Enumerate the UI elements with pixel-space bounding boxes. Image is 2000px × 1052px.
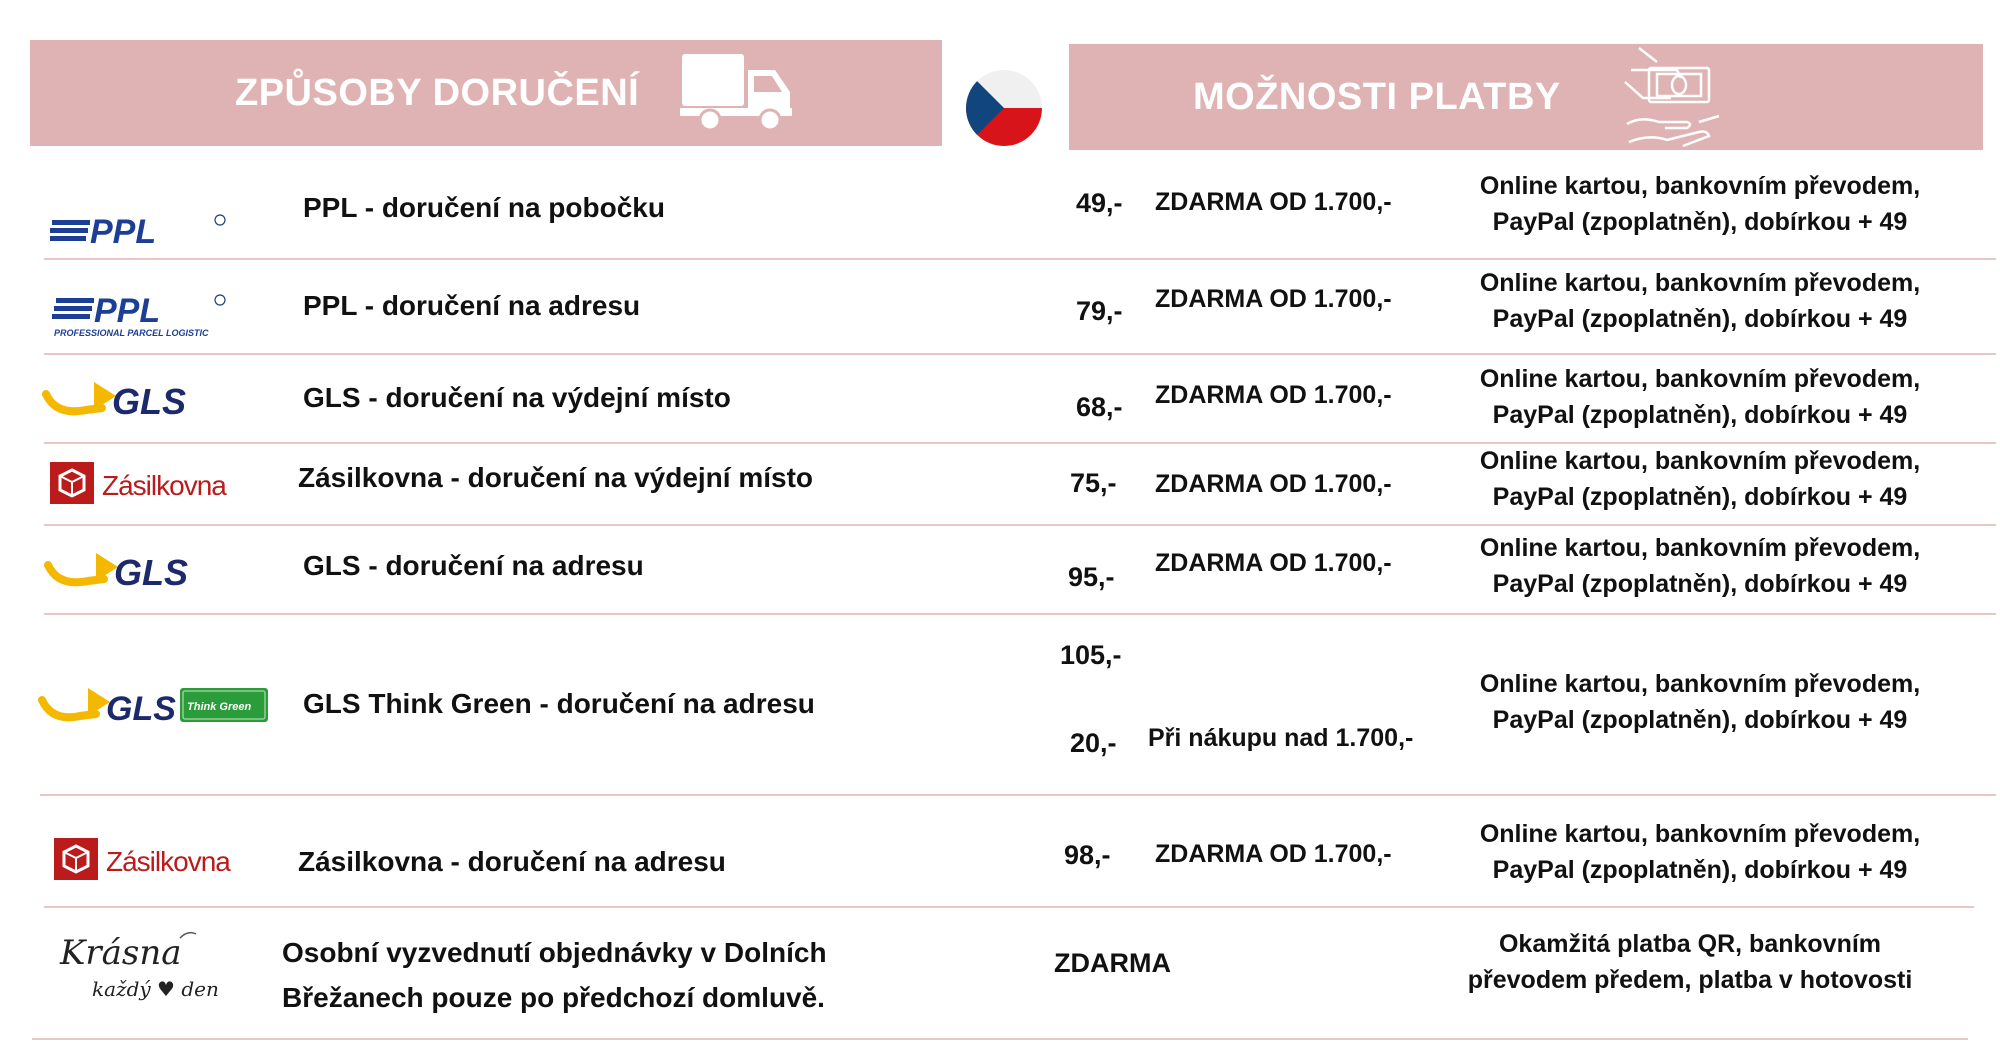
payment-options <box>1440 361 1960 433</box>
payment-options <box>1440 443 1960 515</box>
gls-logo-text: GLS <box>114 552 189 593</box>
zasilkovna-logo <box>54 836 244 887</box>
payment-options <box>1440 168 1960 240</box>
payment-header <box>1069 44 1983 150</box>
shipping-price: 98,- <box>1064 840 1111 870</box>
ppl-logo-subtitle: PROFESSIONAL PARCEL LOGISTIC <box>54 328 209 338</box>
delivery-title: ZPŮSOBY DORUČENÍ <box>235 72 640 114</box>
service-name: PPL - doručení na pobočku <box>303 192 665 223</box>
payment-line: PayPal (zpoplatněn), dobírkou + 49 <box>1492 483 1908 511</box>
zasilkovna-logo-text: Zásilkovna <box>106 846 230 877</box>
row-divider <box>40 794 1996 796</box>
payment-line: PayPal (zpoplatněn), dobírkou + 49 <box>1492 856 1908 884</box>
payment-line: Online kartou, bankovním převodem, <box>1479 365 1921 393</box>
payment-line: PayPal (zpoplatněn), dobírkou + 49 <box>1492 401 1908 429</box>
gls-logo <box>44 543 204 598</box>
gls-think-green-logo <box>38 682 270 733</box>
payment-line: PayPal (zpoplatněn), dobírkou + 49 <box>1492 706 1908 734</box>
payment-title: MOŽNOSTI PLATBY <box>1193 76 1561 118</box>
payment-line: převodem předem, platba v hotovosti <box>1467 966 1913 994</box>
ppl-logo-text: PPL <box>90 213 157 251</box>
ppl-logo <box>50 212 230 257</box>
payment-line: Online kartou, bankovním převodem, <box>1479 269 1921 297</box>
shipping-price: 105,- <box>1060 640 1122 670</box>
pickup-line: Břežanech pouze po předchozí domluvě. <box>282 982 825 1013</box>
pickup-line: Osobní vyzvednutí objednávky v Dolních <box>282 937 827 968</box>
shipping-price: 49,- <box>1076 188 1123 218</box>
hand-payment-icon <box>1619 42 1729 148</box>
payment-options <box>1430 926 1950 998</box>
free-shipping-threshold: ZDARMA OD 1.700,- <box>1155 470 1392 498</box>
service-name: Zásilkovna - doručení na adresu <box>298 846 726 877</box>
shipping-price: 95,- <box>1068 562 1115 592</box>
pickup-description <box>282 930 827 1020</box>
free-shipping-threshold: ZDARMA OD 1.700,- <box>1155 549 1392 577</box>
czech-flag-icon <box>966 70 1042 146</box>
row-divider <box>44 258 1996 260</box>
free-shipping-threshold: ZDARMA OD 1.700,- <box>1155 285 1392 313</box>
delivery-header <box>30 40 942 146</box>
service-name: Zásilkovna - doručení na výdejní místo <box>298 462 814 493</box>
krasna-logo-text: Krásna <box>60 933 182 973</box>
row-divider <box>44 906 1974 908</box>
gls-logo-text: GLS <box>112 381 187 422</box>
krasna-kazdy-den-logo <box>56 928 226 1009</box>
payment-line: Online kartou, bankovním převodem, <box>1479 172 1921 200</box>
payment-line: PayPal (zpoplatněn), dobírkou + 49 <box>1492 570 1908 598</box>
payment-options <box>1440 530 1960 602</box>
payment-options <box>1440 666 1960 738</box>
payment-line: PayPal (zpoplatněn), dobírkou + 49 <box>1492 305 1908 333</box>
zasilkovna-logo-text: Zásilkovna <box>102 470 226 501</box>
payment-line: Okamžitá platba QR, bankovním <box>1498 930 1882 958</box>
payment-line: Online kartou, bankovním převodem, <box>1479 670 1921 698</box>
ppl-logo-text: PPL <box>94 294 161 330</box>
payment-line: Online kartou, bankovním převodem, <box>1479 534 1921 562</box>
shipping-price-discounted: 20,- <box>1070 728 1117 758</box>
ppl-logo <box>52 294 232 345</box>
free-shipping-threshold: Při nákupu nad 1.700,- <box>1148 724 1414 752</box>
shipping-price: ZDARMA <box>1054 948 1171 978</box>
shipping-price: 68,- <box>1076 392 1123 422</box>
row-divider <box>44 613 1996 615</box>
payment-line: Online kartou, bankovním převodem, <box>1479 447 1921 475</box>
row-divider <box>44 524 1996 526</box>
service-name: PPL - doručení na adresu <box>303 290 641 321</box>
row-divider <box>32 1038 1968 1040</box>
row-divider <box>44 353 1996 355</box>
service-name: GLS - doručení na výdejní místo <box>303 382 731 413</box>
zasilkovna-logo <box>50 460 240 511</box>
gls-logo-text: GLS <box>106 690 176 728</box>
payment-options <box>1440 265 1960 337</box>
free-shipping-threshold: ZDARMA OD 1.700,- <box>1155 381 1392 409</box>
kazdy-den-logo-text: každý ♥ den <box>92 977 219 1001</box>
gls-logo <box>42 372 202 427</box>
free-shipping-threshold: ZDARMA OD 1.700,- <box>1155 188 1392 216</box>
payment-line: Online kartou, bankovním převodem, <box>1479 820 1921 848</box>
payment-line: PayPal (zpoplatněn), dobírkou + 49 <box>1492 208 1908 236</box>
service-name: GLS Think Green - doručení na adresu <box>303 688 815 719</box>
shipping-price: 79,- <box>1076 296 1123 326</box>
free-shipping-threshold: ZDARMA OD 1.700,- <box>1155 840 1392 868</box>
truck-icon <box>680 52 795 134</box>
service-name: GLS - doručení na adresu <box>303 550 644 581</box>
think-green-text: Think Green <box>187 701 252 713</box>
shipping-price: 75,- <box>1070 468 1117 498</box>
payment-options <box>1440 816 1960 888</box>
